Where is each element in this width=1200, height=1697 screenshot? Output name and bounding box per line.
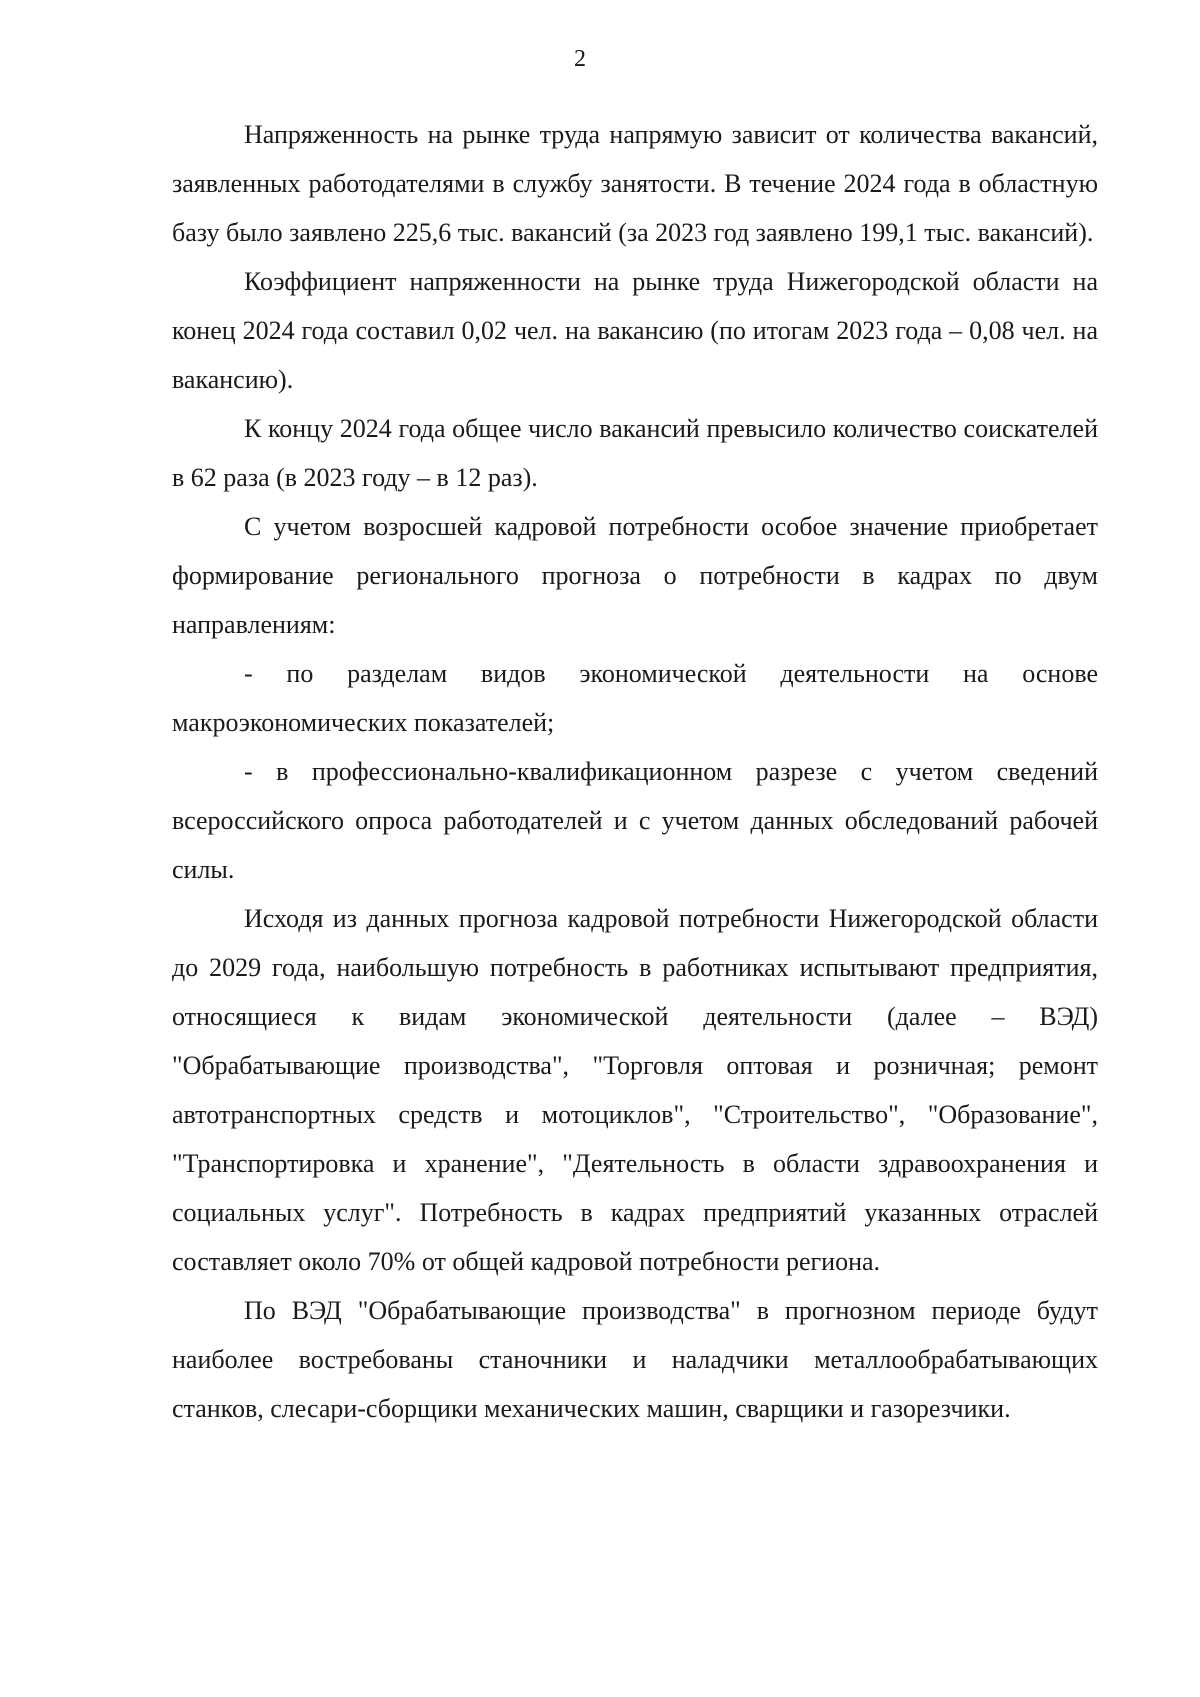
paragraph-forecast-intro: С учетом возросшей кадровой потребности особое значение приобретает формирование регионального прогноза о потребности в кадрах по двум направлениям: <box>172 512 1098 639</box>
paragraph-vacancies: Напряженность на рынке труда напрямую зависит от количества вакансий, заявленных работодателями в службу занятости. В течение 2024 года в областную базу было заявлено 225,6 тыс. вакансий (за 2023 год заявлено 199,1 тыс. вакансий). <box>172 120 1098 247</box>
paragraph-manufacturing-demand: По ВЭД "Обрабатывающие производства" в прогнозном периоде будут наиболее востребованы станочники и наладчики металлообрабатывающих станков, слесари-сборщики механических машин, сварщики и газорезчики. <box>172 1296 1098 1423</box>
page-number: 2 <box>574 46 586 72</box>
document-body <box>172 110 1098 1433</box>
paragraph-tension-coefficient: Коэффициент напряженности на рынке труда Нижегородской области на конец 2024 года составил 0,02 чел. на вакансию (по итогам 2023 года – 0,08 чел. на вакансию). <box>172 267 1098 394</box>
paragraph-vacancies-ratio: К концу 2024 года общее число вакансий превысило количество соискателей в 62 раза (в 2023 году – в 12 раз). <box>172 414 1098 492</box>
paragraph-forecast-2029: Исходя из данных прогноза кадровой потребности Нижегородской области до 2029 года, наибольшую потребность в работниках испытывают предприятия, относящиеся к видам экономической деятельности (далее – ВЭД) "Обрабатывающие производства", "Торговля оптовая и розничная; ремонт автотранспортных средств и мотоциклов", "Строительство", "Образование", "Транспортировка и хранение", "Деятельность в области здравоохранения и социальных услуг". Потребность в кадрах предприятий указанных отраслей составляет около 70% от общей кадровой потребности региона. <box>172 904 1098 1276</box>
list-item-economic-activity: - по разделам видов экономической деятельности на основе макроэкономических показателей; <box>172 659 1098 737</box>
list-item-professional-qualification: - в профессионально-квалификационном разрезе с учетом сведений всероссийского опроса работодателей и с учетом данных обследований рабочей силы. <box>172 757 1098 884</box>
